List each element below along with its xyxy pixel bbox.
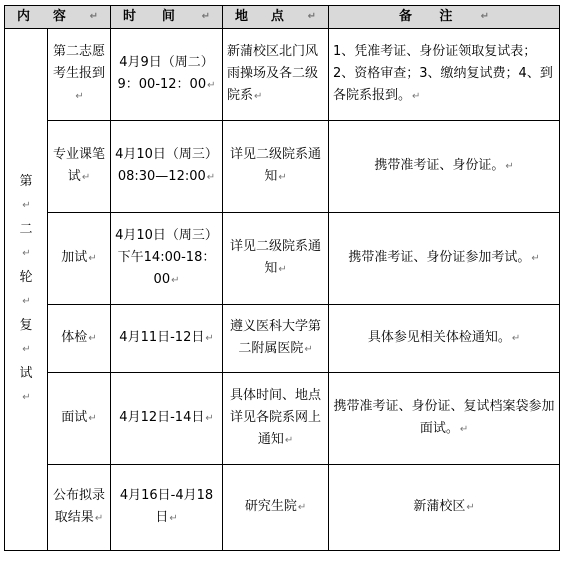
row-item bbox=[48, 213, 111, 305]
header-place-char-2: 点 bbox=[270, 9, 284, 24]
row-note-text: 1、凭准考证、身份证领取复试表；2、资格审查；3、缴纳复试费；4、到各院系报到。 bbox=[333, 44, 553, 103]
row-time-text: 4月16日-4月18日 bbox=[119, 488, 214, 525]
row-place-text: 新蒲校区北门风雨操场及各二级院系 bbox=[227, 44, 319, 103]
row-item-text: 公布拟录取结果 bbox=[53, 488, 106, 525]
paragraph-mark-icon: ↵ bbox=[22, 343, 31, 355]
row-time-text: 4月12日-14日 bbox=[119, 410, 205, 425]
row-place-text: 遵义医科大学第二附属医院 bbox=[230, 319, 322, 356]
row-time-text: 4月11日-12日 bbox=[119, 330, 205, 345]
row-time bbox=[111, 305, 223, 373]
paragraph-mark-icon: ↵ bbox=[307, 11, 316, 22]
paragraph-mark-icon: ↵ bbox=[22, 295, 31, 307]
paragraph-mark-icon: ↵ bbox=[278, 264, 287, 275]
paragraph-mark-icon: ↵ bbox=[88, 413, 97, 424]
row-note-text: 具体参见相关体检通知。 bbox=[367, 330, 511, 345]
header-place bbox=[223, 6, 329, 29]
row-time bbox=[111, 465, 223, 551]
header-time bbox=[111, 6, 223, 29]
paragraph-mark-icon: ↵ bbox=[201, 11, 210, 22]
row-item bbox=[48, 373, 111, 465]
paragraph-mark-icon: ↵ bbox=[22, 391, 31, 403]
row-item-text: 专业课笔试 bbox=[53, 147, 106, 184]
paragraph-mark-icon: ↵ bbox=[169, 513, 178, 524]
paragraph-mark-icon: ↵ bbox=[88, 253, 97, 264]
stage-char: 第 bbox=[19, 173, 33, 189]
paragraph-mark-icon: ↵ bbox=[480, 11, 489, 22]
paragraph-mark-icon: ↵ bbox=[207, 80, 216, 91]
paragraph-mark-icon: ↵ bbox=[511, 333, 521, 344]
header-content bbox=[5, 6, 111, 29]
paragraph-mark-icon: ↵ bbox=[22, 199, 31, 211]
paragraph-mark-icon: ↵ bbox=[206, 172, 216, 183]
paragraph-mark-icon: ↵ bbox=[412, 91, 421, 102]
row-place bbox=[223, 29, 329, 121]
paragraph-mark-icon: ↵ bbox=[75, 91, 84, 102]
stage-label bbox=[5, 29, 48, 551]
row-place bbox=[223, 213, 329, 305]
table-row bbox=[5, 465, 560, 551]
row-note-text: 新蒲校区 bbox=[413, 499, 466, 514]
row-item bbox=[48, 305, 111, 373]
table-row bbox=[5, 29, 560, 121]
row-time bbox=[111, 213, 223, 305]
paragraph-mark-icon: ↵ bbox=[531, 253, 540, 264]
stage-char: 二 bbox=[19, 221, 33, 237]
header-time-char-1: 时 bbox=[123, 9, 137, 24]
stage-char: 试 bbox=[19, 365, 33, 381]
paragraph-mark-icon: ↵ bbox=[89, 11, 99, 22]
row-place bbox=[223, 465, 329, 551]
row-time bbox=[111, 29, 223, 121]
paragraph-mark-icon: ↵ bbox=[254, 91, 263, 102]
paragraph-mark-icon: ↵ bbox=[88, 333, 97, 344]
header-note-char-2: 注 bbox=[439, 9, 453, 24]
row-note bbox=[329, 29, 560, 121]
paragraph-mark-icon: ↵ bbox=[205, 333, 214, 344]
row-place-text: 具体时间、地点详见各院系网上通知 bbox=[230, 388, 322, 447]
row-item bbox=[48, 465, 111, 551]
row-item-text: 面试 bbox=[61, 410, 88, 425]
header-note-char-1: 备 bbox=[399, 9, 413, 24]
paragraph-mark-icon: ↵ bbox=[505, 161, 514, 172]
stage-char: 轮 bbox=[19, 269, 33, 285]
stage-char: 复 bbox=[19, 317, 33, 333]
row-note-text: 携带准考证、身份证。 bbox=[374, 158, 505, 173]
row-item bbox=[48, 121, 111, 213]
table-row bbox=[5, 373, 560, 465]
row-time bbox=[111, 373, 223, 465]
row-note bbox=[329, 465, 560, 551]
schedule-table bbox=[4, 5, 560, 551]
table-row bbox=[5, 213, 560, 305]
table-row bbox=[5, 121, 560, 213]
paragraph-mark-icon: ↵ bbox=[466, 502, 475, 513]
row-place bbox=[223, 305, 329, 373]
row-item bbox=[48, 29, 111, 121]
row-time-text: 4月10日（周三）下午14:00-18：00 bbox=[115, 228, 218, 287]
header-content-char-2: 容 bbox=[52, 9, 66, 24]
row-time-text: 4月9日（周二）9：00-12：00 bbox=[117, 55, 214, 92]
row-note-text: 携带准考证、身份证参加考试。 bbox=[348, 250, 531, 265]
row-place bbox=[223, 373, 329, 465]
paragraph-mark-icon: ↵ bbox=[205, 413, 214, 424]
row-time bbox=[111, 121, 223, 213]
header-note bbox=[329, 6, 560, 29]
paragraph-mark-icon: ↵ bbox=[171, 275, 180, 286]
row-place bbox=[223, 121, 329, 213]
row-item-text: 第二志愿考生报到 bbox=[53, 44, 106, 81]
row-note bbox=[329, 373, 560, 465]
paragraph-mark-icon: ↵ bbox=[284, 435, 294, 446]
header-content-char-1: 内 bbox=[17, 9, 31, 24]
row-place-text: 详见二级院系通知 bbox=[230, 239, 322, 276]
row-item-text: 加试 bbox=[61, 250, 88, 265]
row-note bbox=[329, 213, 560, 305]
header-time-char-2: 间 bbox=[161, 9, 175, 24]
paragraph-mark-icon: ↵ bbox=[459, 424, 469, 435]
row-note bbox=[329, 121, 560, 213]
row-place-text: 研究生院 bbox=[244, 499, 297, 514]
paragraph-mark-icon: ↵ bbox=[22, 247, 31, 259]
paragraph-mark-icon: ↵ bbox=[94, 513, 104, 524]
paragraph-mark-icon: ↵ bbox=[81, 172, 91, 183]
row-item-text: 体检 bbox=[61, 330, 88, 345]
table-row bbox=[5, 305, 560, 373]
row-note-text: 携带准考证、身份证、复试档案袋参加面试。 bbox=[333, 399, 555, 436]
row-place-text: 详见二级院系通知 bbox=[230, 147, 322, 184]
header-place-char-1: 地 bbox=[235, 9, 249, 24]
row-note bbox=[329, 305, 560, 373]
row-time-text: 4月10日（周三）08:30—12:00 bbox=[115, 147, 218, 184]
header-row bbox=[5, 6, 560, 29]
paragraph-mark-icon: ↵ bbox=[304, 344, 313, 355]
paragraph-mark-icon: ↵ bbox=[297, 502, 307, 513]
paragraph-mark-icon: ↵ bbox=[278, 172, 287, 183]
